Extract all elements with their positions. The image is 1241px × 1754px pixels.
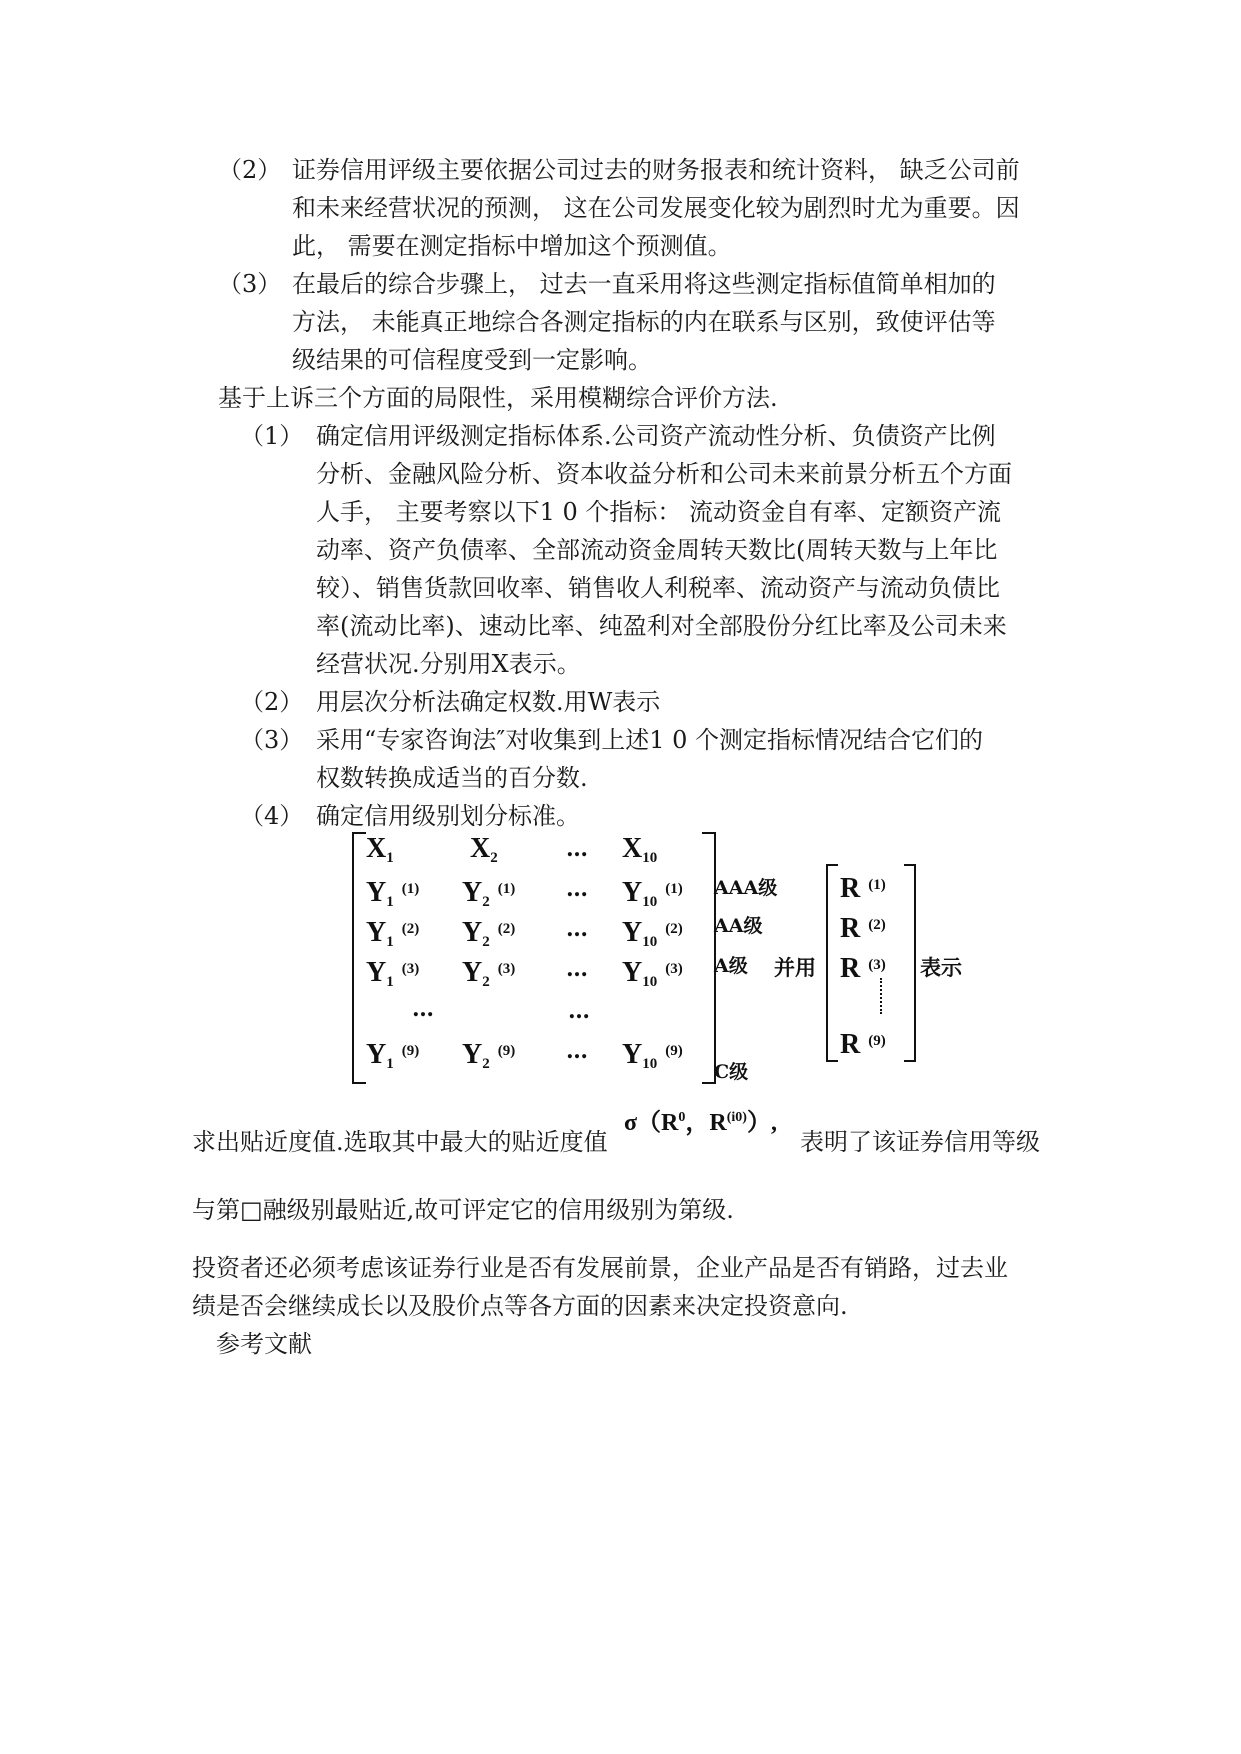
paragraph-line: 分析、金融风险分析、资本收益分析和公司未来前景分析五个方面 [316,460,1012,488]
matrix-cell: $Y_2^{(2)}$ [462,917,516,950]
matrix-ellipsis: … [412,996,434,1022]
paragraph-line: 投资者还必须考虑该证券行业是否有发展前景，企业产品是否有销路，过去业 [192,1254,1008,1282]
matrix-cell: $Y_1^{(1)}$ [366,877,420,910]
bing-yong-label: 并用 [774,955,816,980]
matrix-cell: $Y_1^{(9)}$ [366,1039,420,1072]
paragraph-line: 采用“专家咨询法″对收集到上述1 0 个测定指标情况结合它们的 [316,726,984,754]
matrix-cell: $X_2$ [470,833,498,866]
vector-cell: R $^{(2)}$ [840,913,886,944]
matrix-ellipsis: … [566,876,588,902]
matrix-cell: $X_1$ [366,833,394,866]
vector-left-bracket [826,864,838,1062]
intro-line: 基于上诉三个方面的局限性，采用模糊综合评价方法. [218,384,778,412]
paragraph-line: 绩是否会继续成长以及股价点等各方面的因素来决定投资意向. [192,1292,848,1320]
level-label: A级 [714,955,748,977]
closeness-text-after: 表明了该证券信用等级 [800,1128,1040,1156]
matrix-cell: $Y_2^{(3)}$ [462,957,516,990]
biaoshi-label: 表示 [920,955,962,980]
matrix-cell: $Y_{10}^{(2)}$ [622,917,683,950]
paragraph-line: 和未来经营状况的预测， 这在公司发展变化较为剧烈时尤为重要。因 [292,194,1020,222]
matrix-cell: $X_{10}$ [622,833,658,866]
matrix-cell: $Y_{10}^{(9)}$ [622,1039,683,1072]
matrix-cell: $Y_2^{(1)}$ [462,877,516,910]
paragraph-line: 人手， 主要考察以下1 0 个指标： 流动资金自有率、定额资产流 [316,498,1002,526]
sigma-formula: $\sigma(R^0$，$R^{(i0)}$）, [624,1110,777,1136]
list-number: （2） [240,688,304,716]
closeness-conclusion: 与第□融级别最贴近,故可评定它的信用级别为第级. [192,1196,734,1224]
paragraph-line: 确定信用评级测定指标体系.公司资产流动性分析、负债资产比例 [316,422,996,450]
vector-vertical-ellipsis [880,978,882,1014]
paragraph-line: 证券信用评级主要依据公司过去的财务报表和统计资料， 缺乏公司前 [292,156,1020,184]
paragraph-line: 用层次分析法确定权数.用W表示 [316,688,661,716]
vector-cell: R $^{(9)}$ [840,1029,886,1060]
matrix-ellipsis: … [566,956,588,982]
matrix-cell: $Y_2^{(9)}$ [462,1039,516,1072]
vector-right-bracket [904,864,916,1062]
paragraph-line: 权数转换成适当的百分数. [316,764,588,792]
paragraph-line: 在最后的综合步骤上， 过去一直采用将这些测定指标值简单相加的 [292,270,996,298]
paragraph-line: 动率、资产负债率、全部流动资金周转天数比(周转天数与上年比 [316,536,998,564]
matrix-ellipsis: … [566,1038,588,1064]
paragraph-line: 级结果的可信程度受到一定影响。 [292,346,652,374]
matrix-left-bracket [352,832,366,1084]
matrix-ellipsis: … [566,836,588,862]
matrix-cell: $Y_{10}^{(3)}$ [622,957,683,990]
list-number: （3） [218,270,282,298]
level-label: C级 [714,1061,749,1083]
list-number: （3） [240,726,304,754]
list-number: （2） [218,156,282,184]
matrix-cell: $Y_{10}^{(1)}$ [622,877,683,910]
matrix-cell: $Y_1^{(2)}$ [366,917,420,950]
paragraph-line: 较）、销售货款回收率、销售收人利税率、流动资产与流动负债比 [316,574,1000,602]
paragraph-line: 率(流动比率)、速动比率、纯盈利对全部股份分红比率及公司未来 [316,612,1007,640]
list-number: （4） [240,802,304,830]
matrix-ellipsis: … [568,998,590,1024]
credit-level-matrix-figure [350,828,970,1098]
closeness-text-before: 求出贴近度值.选取其中最大的贴近度值 [192,1128,608,1156]
paragraph-line: 方法， 未能真正地综合各测定指标的内在联系与区别，致使评估等 [292,308,996,336]
vector-cell: R $^{(3)}$ [840,953,886,984]
paragraph-line: 确定信用级别划分标准。 [316,802,580,830]
level-label: AAA级 [714,877,778,899]
matrix-ellipsis: … [566,916,588,942]
paragraph-line: 此， 需要在测定指标中增加这个预测值。 [292,232,732,260]
references-heading: 参考文献 [216,1330,312,1358]
level-label: AA级 [714,915,763,937]
list-number: （1） [240,422,304,450]
paragraph-line: 经营状况.分别用X表示。 [316,650,581,678]
matrix-cell: $Y_1^{(3)}$ [366,957,420,990]
vector-cell: R $^{(1)}$ [840,873,886,904]
